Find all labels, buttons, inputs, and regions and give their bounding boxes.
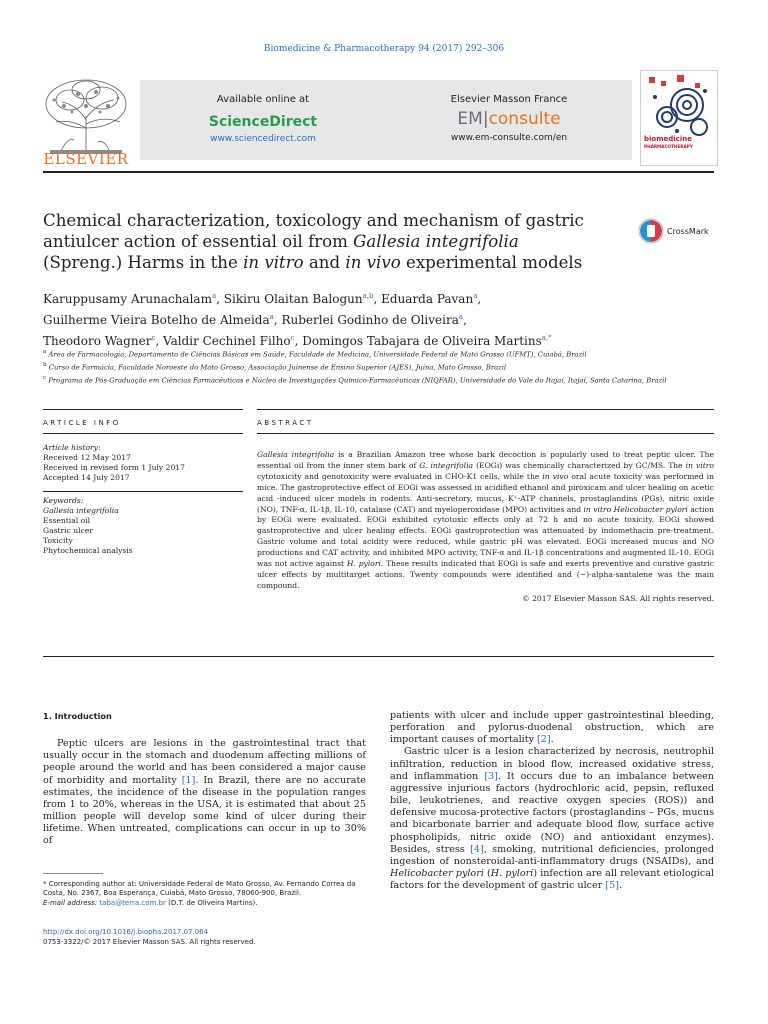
footnote-star: * [43,880,47,888]
affiliation-list [43,347,728,386]
article-meta [43,927,256,947]
author-name: Theodoro Wagner [43,334,152,348]
crossmark-button[interactable] [638,218,709,244]
intro-column-left [43,710,366,848]
received-date: Received 12 May 2017 [43,453,131,462]
affiliation-item: $^b$ Curso de Farmácia, Faculdade Noroeste do Mato Grosso, Associação Juinense de Ensino Superior (AJES), Juína, Mato Grosso, Brazil [43,361,507,372]
em-consulte-block [386,80,632,160]
keyword-item: Toxicity [43,536,73,545]
article-info-heading: ARTICLE INFO [43,419,121,427]
elsevier-wordmark: ELSEVIER [43,150,129,168]
sciencedirect-logo: ScienceDirect [208,114,318,130]
author-affiliation-mark[interactable]: c [290,334,295,342]
journal-cover-icon [640,70,718,166]
citation-link[interactable]: [3] [484,770,498,782]
intro-paragraph: patients with ulcer and include upper gastrointestinal bleeding, perforation and pylorus-duodenal obstruction, which are important causes of mortality [2]. [390,710,714,746]
sciencedirect-link[interactable]: www.sciencedirect.com [210,134,316,144]
consulte-logo-part: consulte [488,109,561,129]
sciencedirect-block [140,80,386,160]
em-consulte-link[interactable]: www.em-consulte.com/en [450,133,568,143]
cover-title-a: biomedicine [644,135,692,143]
article-title: Chemical characterization, toxicology and mechanism of gastric antiulcer action of essential oil from Gallesia integrifolia (Spreng.) Harms in the in vitro and in vivo experimental models [43,211,584,272]
section-heading: 1. Introduction [43,711,112,721]
em-consulte-logo: EM|consulte [457,109,561,129]
available-online-label: Available online at [216,94,310,105]
publisher-france-label: Elsevier Masson France [450,94,568,105]
abstract-heading: ABSTRACT [257,419,314,427]
author-name: Guilherme Vieira Botelho de Almeida [43,313,270,327]
abstract-copyright: © 2017 Elsevier Masson SAS. All rights reserved. [522,593,714,603]
author-name: Sikiru Olaitan Balogun [223,292,363,306]
doi-link[interactable]: http://dx.doi.org/10.1016/j.biopha.2017.07.064 [43,928,209,936]
email-label: E-mail address: [43,898,98,907]
author-affiliation-mark[interactable]: c [151,334,156,342]
footnote-rule [43,873,103,874]
affiliation-item: $^c$ Programa de Pós-Graduação em Ciências Farmacêuticas e Núcleo de Investigações Químico-Farmacêuticas (NIQFAR), Universidade do Vale do Itajaí, Itajaí, Santa Catarina, Brazil [43,374,667,385]
affiliation-item: $^a$ Área de Farmacologia, Departamento de Ciências Básicas em Saúde, Faculdade de Medicina, Universidade Federal de Mato Grosso (UFMT), Cuiabá, Brazil [43,349,587,359]
author-list: Karuppusamy Arunachalam$^a$, Sikiru Olaitan Balogun$^{a,b}$, Eduarda Pavan$^a$, Guilherme Vieira Botelho de Almeida$^a$, Ruberlei Godinho de Oliveira$^a$, Theodoro Wagner$^c$, Valdir Cechinel Filho$^c$, Domingos Tabajara de Oliveira Martins$^{a,*}$ [43,292,552,348]
accepted-date: Accepted 14 July 2017 [43,473,130,482]
abstract-sub-rule [257,433,714,434]
author-name: Domingos Tabajara de Oliveira Martins [302,334,542,348]
author-name: Eduarda Pavan [381,292,474,306]
availability-band [140,80,632,160]
citation-link[interactable]: [4] [470,843,484,855]
revised-date: Received in revised form 1 July 2017 [43,463,185,472]
intro-paragraph: Peptic ulcers are lesions in the gastrointestinal tract that usually occur in the stomach and duodenum affecting millions of people around the world and has been considered a major cause of morbidity and mortality [1]. In Brazil, there are no accurate estimates, the incidence of the disease in the population ranges from 1 to 20%, whereas in the USA, it is estimated that about 25 million people will develop some kind of ulcer during their lifetime. When untreated, complications can occur in up to 30% of [43,738,366,847]
intro-paragraph: Gastric ulcer is a lesion characterized by necrosis, neutrophil infiltration, reduction in blood flow, increased oxidative stress, and inflammation [3]. It occurs due to an imbalance between aggressive injurious factors (hydrochloric acid, pepsin, refluxed bile, leukotrienes, and reactive oxygen species (ROS)) and defensive mucosa-protective factors (prostaglandins – PGs, mucus and bicarbonate barrier and adequate blood flow, surface active phospholipids, nitric oxide (NO) and antioxidant enzymes). Besides, stress [4], smoking, nutritional deficiencies, prolonged ingestion of nonsteroidal-anti-inflammatory drugs (NSAIDs), and Helicobacter pylori (H. pylori) infection are all relevant etiological factors for the development of gastric ulcer [5]. [390,746,714,892]
keyword-item: Gallesia integrifolia [43,506,119,515]
citation-link[interactable]: [5] [605,880,619,892]
abstract-top-rule [257,409,714,410]
keywords-label: Keywords: [43,496,84,505]
author-name: Valdir Cechinel Filho [163,334,291,348]
corresponding-footnote: * Corresponding author at: Universidade Federal de Mato Grosso, Av. Fernando Correa da Costa, No. 2367, Boa Esperança, Cuiabá, Mato Grosso, 78060-900, Brazil. E-mail address: taba@terra.com.br (D.T. de Oliveira Martins). [43,880,356,907]
keyword-item: Essential oil [43,516,91,525]
author-name: Ruberlei Godinho de Oliveira [281,313,459,327]
article-info-top-rule [43,409,243,410]
abstract-bottom-rule [43,656,714,657]
abstract-body [257,450,714,605]
citation-link[interactable]: [1] [181,774,196,786]
crossmark-label: CrossMark [667,226,709,236]
issn-copyright: 0753-3322/© 2017 Elsevier Masson SAS. All rights reserved. [43,938,256,946]
author-affiliation-mark[interactable]: a [473,292,478,300]
header-rule [43,171,714,173]
author-affiliation-mark[interactable]: a,* [541,334,552,342]
intro-column-right [390,710,714,892]
cover-title-b: PHARMACOTHERAPY [644,144,693,149]
author-affiliation-mark[interactable]: a [458,313,464,321]
citation-link[interactable]: [2] [537,734,551,746]
em-logo-part: EM [457,109,483,129]
keywords-rule [43,491,243,492]
keyword-item: Gastric ulcer [43,526,93,535]
email-link[interactable]: taba@terra.com.br [99,898,166,907]
article-info [43,443,243,556]
journal-citation-link[interactable]: Biomedicine & Pharmacotherapy 94 (2017) 292–306 [263,44,505,54]
author-affiliation-mark[interactable]: a [269,313,274,321]
author-affiliation-mark[interactable]: a,b [362,292,374,300]
abstract-text: Gallesia integrifolia is a Brazilian Amazon tree whose bark decoction is popularly used to treat peptic ulcer. The essential oil from the inner stem bark of G. integrifolia (EOGi) was chemically characterized by GC/MS. The in vitro cytotoxicity and genotoxicity were evaluated in CHO-K1 cells, while the in vivo oral acute toxicity was performed in mice. The gastroprotective effect of EOGi was assessed in acidified ethanol and piroxicam and ulcer healing on acetic acid -induced ulcer models in rodents. Anti-secretory, mucus, K⁺-ATP channels, prostaglandins (PGs), nitric oxide (NO), TNF-α, IL-1β, IL-10, catalase (CAT) and myeloperoxidase (MPO) activities and in vitro Helicobacter pylori action by EOGi were evaluated. EOGi exhibited cytotoxic effects only at 72 h and no acute toxicity. EOGi showed gastroprotective and ulcer healing effects. EOGi gastroprotection was attenuated by indomethacin pre-treatment. Gastric volume and total acidity were reduced, while gastric pH was elevated. EOGi increased mucus and NO productions and CAT activity, and inhibited MPO activity, TNF-α and IL-1β concentrations and augmented IL-10. EOGi was not active against H. pylori. These results indicated that EOGi is safe and exerts preventive and curative gastric ulcer effects by multitarget actions. Twenty compounds were identified and (−)-alpha-santalene was the main compound. [257,450,715,590]
author-affiliation-mark[interactable]: a [211,292,217,300]
article-info-sub-rule [43,433,243,434]
crossmark-icon [638,218,664,244]
keyword-item: Phytochemical analysis [43,546,133,555]
history-label: Article history: [43,443,101,452]
author-name: Karuppusamy Arunachalam [43,292,212,306]
